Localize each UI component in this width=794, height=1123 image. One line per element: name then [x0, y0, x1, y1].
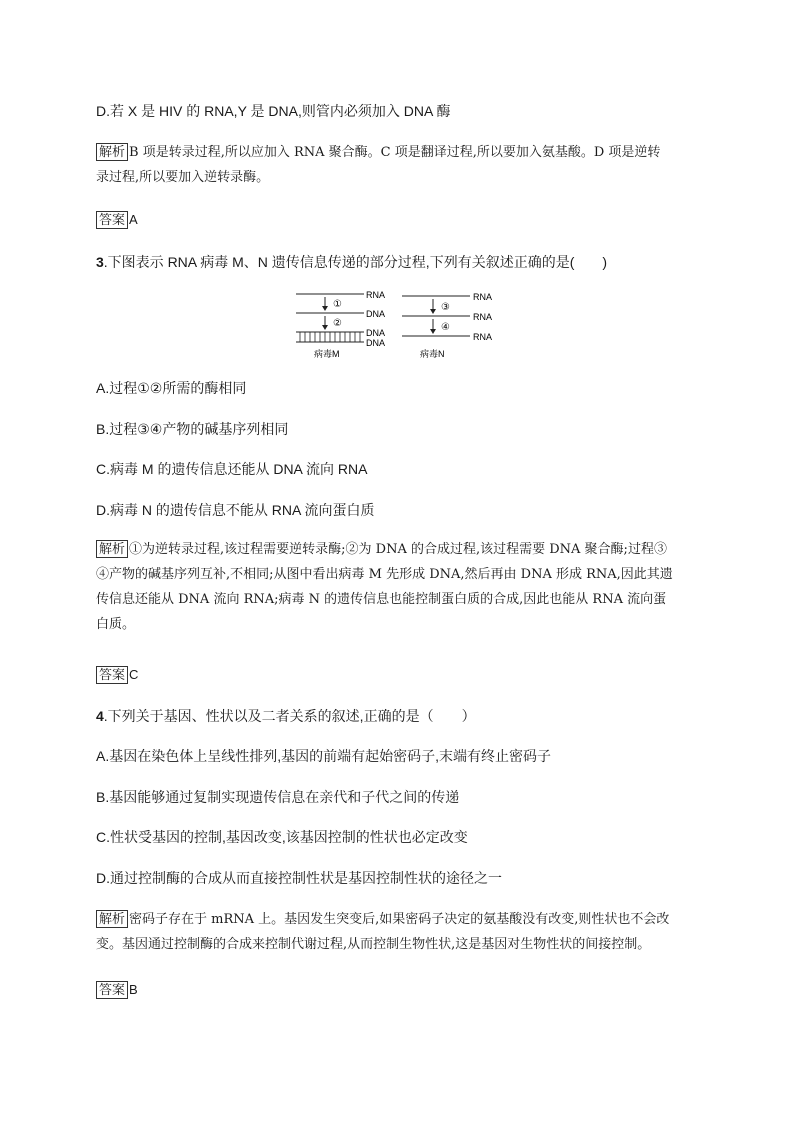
explanation-text: B 项是转录过程,所以应加入 RNA 聚合酶。C 项是翻译过程,所以要加入氨基酸。D 项是逆转 [129, 145, 661, 160]
q2-answer [96, 209, 138, 230]
strand-label: RNA [473, 312, 493, 322]
strand-label: DNA [366, 328, 386, 338]
q4-option-d: D.通过控制酶的合成从而直接控制性状是基因控制性状的途径之一 [96, 870, 502, 886]
q4-option-c: C.性状受基因的控制,基因改变,该基因控制的性状也必定改变 [96, 829, 468, 845]
q3-option-a: A.过程①②所需的酶相同 [96, 380, 247, 396]
q3-option-b: B.过程③④产物的碱基序列相同 [96, 421, 289, 437]
q2-explanation [96, 140, 702, 190]
explanation-text: 变。基因通过控制酶的合成来控制代谢过程,从而控制生物性状,这是基因对生物性状的间接控制。 [96, 937, 651, 952]
q4-option-a: A.基因在染色体上呈线性排列,基因的前端有起始密码子,末端有终止密码子 [96, 748, 552, 764]
explanation-text: 录过程,所以要加入逆转录酶。 [96, 170, 270, 185]
q4-stem [96, 706, 476, 726]
q3-explanation [96, 537, 702, 637]
virus-diagram [292, 283, 504, 363]
q4-option-b: B.基因能够通过复制实现遗传信息在亲代和子代之间的传递 [96, 789, 460, 805]
q3-answer [96, 664, 138, 685]
q3-option-d: D.病毒 N 的遗传信息不能从 RNA 流向蛋白质 [96, 502, 375, 518]
step-4-label: ④ [441, 322, 450, 333]
step-2-label: ② [333, 318, 342, 329]
strand-label: RNA [366, 290, 386, 300]
explanation-label: 解析 [96, 910, 128, 928]
explanation-text: ①为逆转录过程,该过程需要逆转录酶;②为 DNA 的合成过程,该过程需要 DNA 聚合酶;过程③ [129, 542, 667, 557]
explanation-text: ④产物的碱基序列互补,不相同;从图中看出病毒 M 先形成 DNA,然后再由 DNA 形成 RNA,因此其遗 [96, 567, 673, 582]
explanation-text: 密码子存在于 mRNA 上。基因发生突变后,如果密码子决定的氨基酸没有改变,则性状也不会改 [129, 912, 670, 927]
answer-label: 答案 [96, 211, 128, 229]
answer-label: 答案 [96, 981, 128, 999]
question-text: .下图表示 RNA 病毒 M、N 遗传信息传递的部分过程,下列有关叙述正确的是( ) [103, 254, 608, 270]
question-text: .下列关于基因、性状以及二者关系的叙述,正确的是（ ） [103, 708, 476, 724]
strand-label: DNA [366, 338, 386, 348]
virus-m-caption: 病毒M [314, 349, 340, 359]
explanation-label: 解析 [96, 143, 128, 161]
q2-option-d: D.若 X 是 HIV 的 RNA,Y 是 DNA,则管内必须加入 DNA 酶 [96, 103, 451, 119]
explanation-text: 传信息还能从 DNA 流向 RNA;病毒 N 的遗传信息也能控制蛋白质的合成,因此也能从 RNA 流向蛋 [96, 592, 667, 607]
answer-label: 答案 [96, 666, 128, 684]
q3-option-c: C.病毒 M 的遗传信息还能从 DNA 流向 RNA [96, 461, 368, 477]
step-3-label: ③ [441, 302, 450, 313]
answer-value: A [129, 212, 138, 227]
question-number: 3 [96, 254, 104, 270]
virus-n-caption: 病毒N [420, 349, 445, 359]
strand-label: RNA [473, 332, 493, 342]
answer-value: C [129, 667, 139, 682]
virus-n-diagram [402, 292, 492, 359]
explanation-text: 白质。 [96, 617, 136, 632]
explanation-label: 解析 [96, 540, 128, 558]
q3-stem [96, 252, 607, 272]
strand-label: RNA [473, 292, 493, 302]
step-1-label: ① [333, 299, 342, 310]
virus-m-diagram [296, 290, 385, 359]
strand-label: DNA [366, 309, 386, 319]
q4-answer [96, 979, 138, 1000]
answer-value: B [129, 982, 138, 997]
q4-explanation [96, 907, 702, 957]
question-number: 4 [96, 708, 104, 724]
